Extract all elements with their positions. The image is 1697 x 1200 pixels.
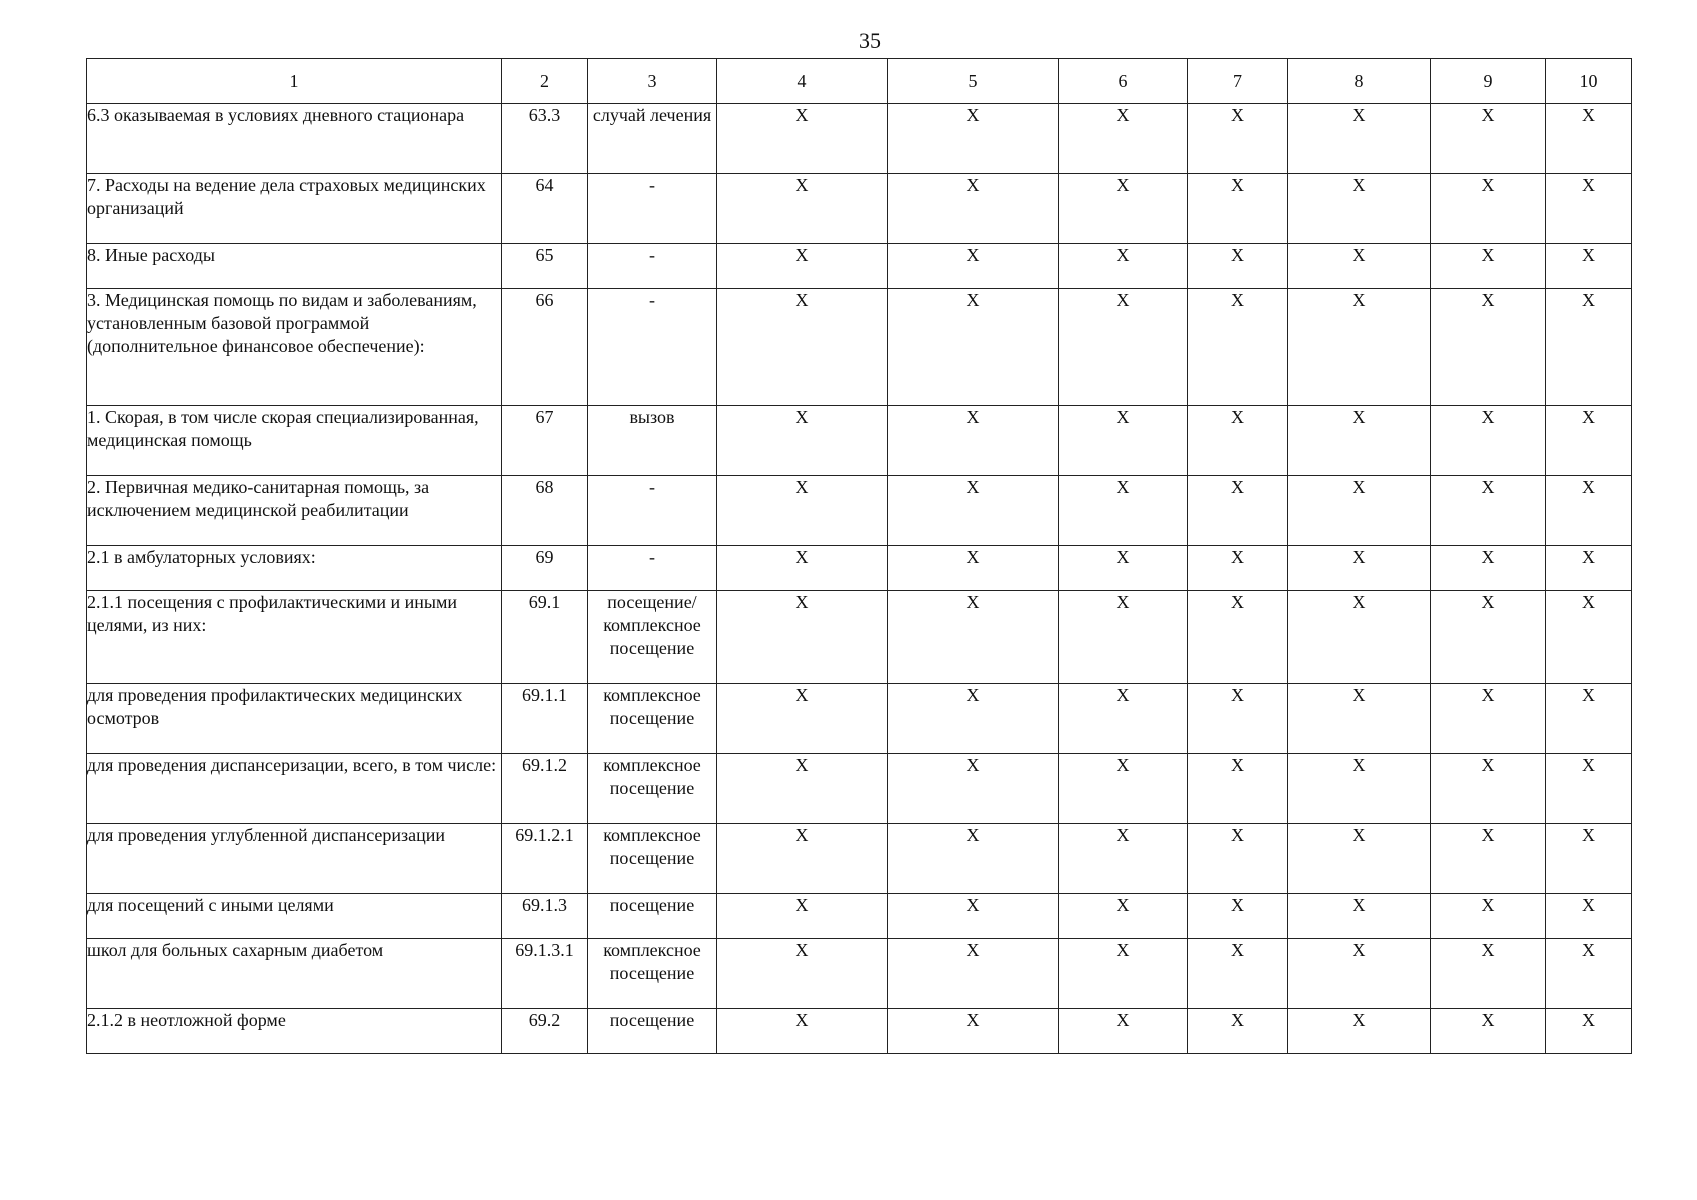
row-value-cell: X [717,476,888,546]
row-value-cell: X [1431,244,1546,289]
row-value-cell: X [888,939,1059,1009]
row-value-cell: X [1188,174,1288,244]
table-row [87,939,1632,1009]
row-value-cell: X [1431,406,1546,476]
row-unit-cell: вызов [588,406,717,476]
row-value-cell: X [717,754,888,824]
row-value-cell: X [1059,939,1188,1009]
row-value-cell: X [1188,1009,1288,1054]
column-header: 7 [1188,59,1288,104]
row-code-cell: 67 [502,406,588,476]
row-value-cell: X [888,684,1059,754]
row-value-cell: X [1431,591,1546,684]
row-value-cell: X [1059,684,1188,754]
row-unit-cell: комплексное посещение [588,939,717,1009]
row-value-cell: X [717,684,888,754]
row-value-cell: X [1546,174,1632,244]
row-code-cell: 69.1.2.1 [502,824,588,894]
row-unit-cell: посещение/ комплексное посещение [588,591,717,684]
row-code-cell: 69.1 [502,591,588,684]
row-value-cell: X [888,591,1059,684]
row-value-cell: X [1288,754,1431,824]
row-value-cell: X [1059,546,1188,591]
row-value-cell: X [717,591,888,684]
row-value-cell: X [1288,824,1431,894]
table-row [87,244,1632,289]
row-name-cell: 2.1.1 посещения с профилактическими и иными целями, из них: [87,591,502,684]
row-value-cell: X [717,406,888,476]
row-value-cell: X [1431,754,1546,824]
row-value-cell: X [717,824,888,894]
row-value-cell: X [1059,476,1188,546]
table-row [87,104,1632,174]
row-value-cell: X [888,174,1059,244]
row-unit-cell: посещение [588,1009,717,1054]
row-value-cell: X [888,546,1059,591]
row-value-cell: X [1546,1009,1632,1054]
row-value-cell: X [1431,684,1546,754]
row-value-cell: X [888,754,1059,824]
row-name-cell: 7. Расходы на ведение дела страховых медицинских организаций [87,174,502,244]
column-header: 2 [502,59,588,104]
row-unit-cell: комплексное посещение [588,684,717,754]
row-value-cell: X [1546,104,1632,174]
row-value-cell: X [1059,894,1188,939]
row-value-cell: X [1546,894,1632,939]
row-value-cell: X [1546,244,1632,289]
row-value-cell: X [1288,1009,1431,1054]
column-header: 10 [1546,59,1632,104]
row-name-cell: 3. Медицинская помощь по видам и заболеваниям, установленным базовой программой (дополнительное финансовое обеспечение): [87,289,502,406]
table-row [87,289,1632,406]
row-code-cell: 66 [502,289,588,406]
row-unit-cell: - [588,174,717,244]
row-value-cell: X [1059,174,1188,244]
row-code-cell: 69.2 [502,1009,588,1054]
row-name-cell: 1. Скорая, в том числе скорая специализированная, медицинская помощь [87,406,502,476]
row-value-cell: X [1431,1009,1546,1054]
row-value-cell: X [1431,939,1546,1009]
row-value-cell: X [1288,174,1431,244]
row-code-cell: 69.1.1 [502,684,588,754]
row-code-cell: 69 [502,546,588,591]
row-value-cell: X [1431,546,1546,591]
row-value-cell: X [717,244,888,289]
row-value-cell: X [888,476,1059,546]
table-row [87,546,1632,591]
row-unit-cell: - [588,244,717,289]
row-value-cell: X [1546,289,1632,406]
row-value-cell: X [888,824,1059,894]
row-value-cell: X [1059,244,1188,289]
column-header: 4 [717,59,888,104]
row-value-cell: X [1188,476,1288,546]
table-row [87,406,1632,476]
row-name-cell: 2.1 в амбулаторных условиях: [87,546,502,591]
row-name-cell: 8. Иные расходы [87,244,502,289]
row-value-cell: X [888,1009,1059,1054]
row-unit-cell: комплексное посещение [588,824,717,894]
row-value-cell: X [888,244,1059,289]
row-value-cell: X [717,289,888,406]
row-value-cell: X [1431,174,1546,244]
row-code-cell: 64 [502,174,588,244]
row-value-cell: X [1059,754,1188,824]
row-value-cell: X [1431,824,1546,894]
row-value-cell: X [1059,1009,1188,1054]
data-table-container [86,58,1632,1054]
row-value-cell: X [1188,684,1288,754]
row-value-cell: X [1288,546,1431,591]
row-value-cell: X [1288,894,1431,939]
row-name-cell: для проведения углубленной диспансеризации [87,824,502,894]
row-value-cell: X [888,289,1059,406]
row-unit-cell: комплексное посещение [588,754,717,824]
row-value-cell: X [1188,939,1288,1009]
row-value-cell: X [1188,754,1288,824]
row-value-cell: X [888,104,1059,174]
row-name-cell: для проведения профилактических медицинских осмотров [87,684,502,754]
table-row [87,476,1632,546]
row-value-cell: X [1188,289,1288,406]
row-value-cell: X [1288,476,1431,546]
row-value-cell: X [717,174,888,244]
column-header: 3 [588,59,717,104]
row-code-cell: 69.1.3.1 [502,939,588,1009]
row-code-cell: 69.1.2 [502,754,588,824]
row-value-cell: X [1288,289,1431,406]
row-value-cell: X [1188,244,1288,289]
row-value-cell: X [717,546,888,591]
row-value-cell: X [1546,754,1632,824]
row-value-cell: X [1188,824,1288,894]
row-unit-cell: посещение [588,894,717,939]
row-name-cell: 2.1.2 в неотложной форме [87,1009,502,1054]
row-value-cell: X [1546,939,1632,1009]
row-value-cell: X [1188,894,1288,939]
row-value-cell: X [717,1009,888,1054]
row-unit-cell: - [588,546,717,591]
table-row [87,1009,1632,1054]
row-value-cell: X [1188,591,1288,684]
row-unit-cell: - [588,289,717,406]
row-value-cell: X [717,104,888,174]
table-row [87,684,1632,754]
column-header: 6 [1059,59,1188,104]
column-header: 8 [1288,59,1431,104]
column-header: 1 [87,59,502,104]
row-value-cell: X [1546,684,1632,754]
row-value-cell: X [1059,406,1188,476]
row-value-cell: X [1546,824,1632,894]
page-number: 35 [859,28,881,53]
row-value-cell: X [1288,684,1431,754]
row-value-cell: X [1288,406,1431,476]
row-code-cell: 65 [502,244,588,289]
row-value-cell: X [1431,894,1546,939]
row-value-cell: X [1546,406,1632,476]
row-value-cell: X [1288,244,1431,289]
row-value-cell: X [1431,104,1546,174]
row-value-cell: X [1188,104,1288,174]
row-value-cell: X [717,939,888,1009]
row-name-cell: для проведения диспансеризации, всего, в том числе: [87,754,502,824]
row-unit-cell: случай лечения [588,104,717,174]
row-value-cell: X [1188,546,1288,591]
row-value-cell: X [1059,104,1188,174]
row-value-cell: X [1059,289,1188,406]
row-value-cell: X [1546,546,1632,591]
table-body [87,59,1632,1054]
column-header: 9 [1431,59,1546,104]
row-value-cell: X [1288,591,1431,684]
row-code-cell: 68 [502,476,588,546]
column-header: 5 [888,59,1059,104]
row-value-cell: X [1546,591,1632,684]
table-row [87,754,1632,824]
table-header-row [87,59,1632,104]
data-table [86,58,1632,1054]
row-code-cell: 63.3 [502,104,588,174]
table-row [87,591,1632,684]
row-unit-cell: - [588,476,717,546]
row-value-cell: X [1288,939,1431,1009]
row-name-cell: для посещений с иными целями [87,894,502,939]
row-value-cell: X [1059,591,1188,684]
row-value-cell: X [1431,289,1546,406]
row-value-cell: X [888,406,1059,476]
row-value-cell: X [1188,406,1288,476]
table-row [87,894,1632,939]
row-value-cell: X [1431,476,1546,546]
row-name-cell: 2. Первичная медико-санитарная помощь, за исключением медицинской реабилитации [87,476,502,546]
table-row [87,174,1632,244]
row-value-cell: X [1546,476,1632,546]
row-value-cell: X [1288,104,1431,174]
row-code-cell: 69.1.3 [502,894,588,939]
row-name-cell: 6.3 оказываемая в условиях дневного стационара [87,104,502,174]
table-row [87,824,1632,894]
row-name-cell: школ для больных сахарным диабетом [87,939,502,1009]
row-value-cell: X [888,894,1059,939]
row-value-cell: X [1059,824,1188,894]
row-value-cell: X [717,894,888,939]
